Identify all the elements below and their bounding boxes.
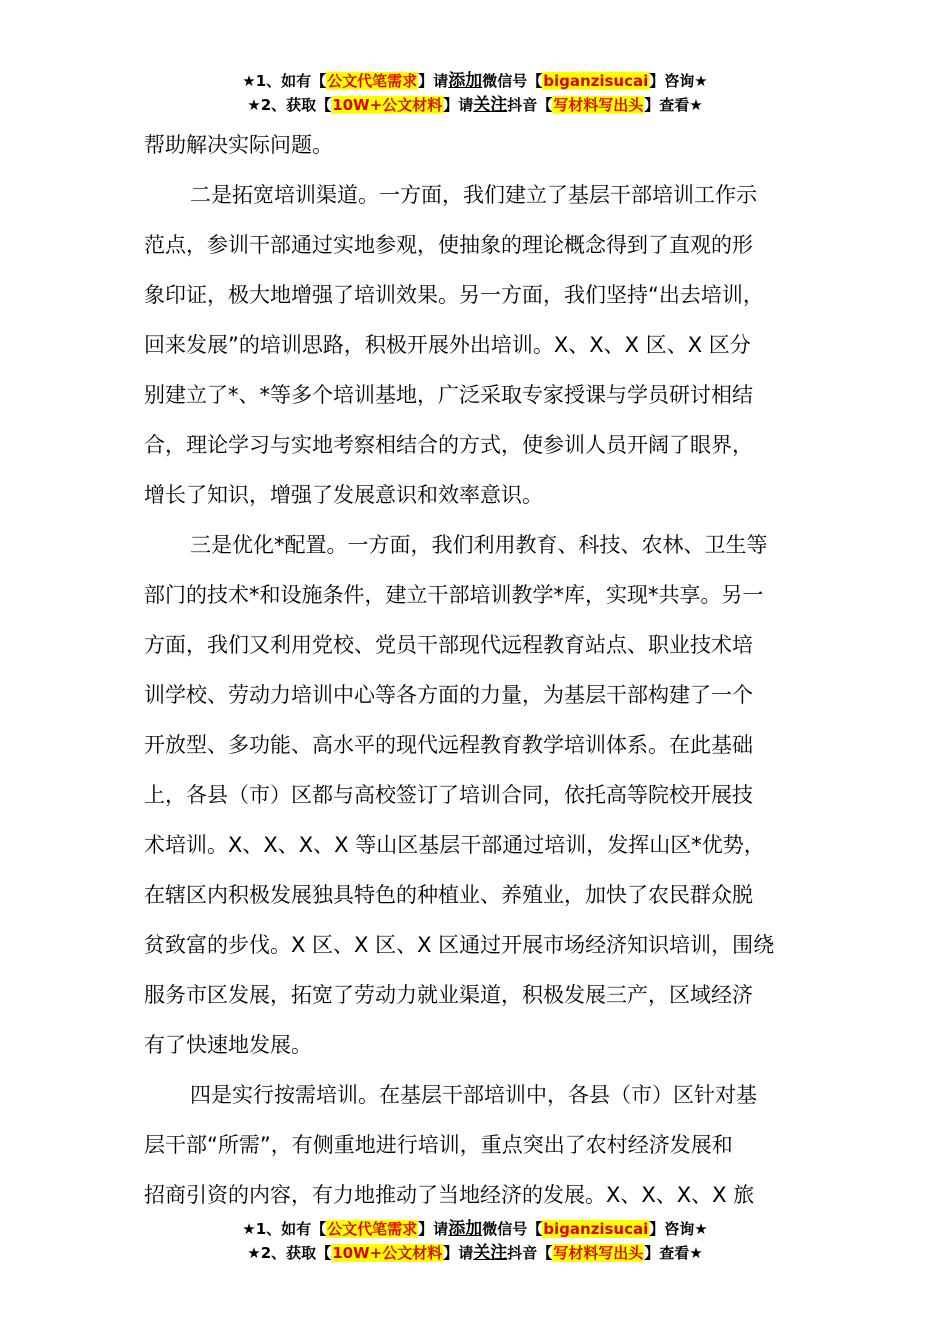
banner-text: 】咨询★: [649, 1220, 708, 1238]
text-line: 三是优化*配置。一方面，我们利用教育、科技、农林、卫生等: [190, 533, 768, 557]
text-line: 二是拓宽培训渠道。一方面，我们建立了基层干部培训工作示: [190, 183, 757, 207]
text-line: 层干部“所需”，有侧重地进行培训，重点突出了农村经济发展和: [144, 1133, 733, 1157]
text-line: 增长了知识，增强了发展意识和效率意识。: [144, 483, 543, 507]
text-line: 贫致富的步伐。X 区、X 区、X 区通过开展市场经济知识培训，围绕: [144, 933, 775, 957]
banner-text: 】请: [418, 1220, 449, 1238]
text-line: 服务市区发展，拓宽了劳动力就业渠道，积极发展三产，区域经济: [144, 983, 753, 1007]
document-body: [144, 120, 812, 1220]
text-line: 象印证，极大地增强了培训效果。另一方面，我们坚持“出去培训，: [144, 283, 764, 307]
banner-highlight: biganzisucai: [543, 1220, 649, 1238]
banner-emphasis: 关注: [473, 1243, 508, 1263]
banner-text: ★2、获取【: [247, 96, 332, 114]
banner-text: 微信号【: [482, 1220, 543, 1238]
banner-text: ★1、如有【: [242, 1220, 327, 1238]
banner-text: 】咨询★: [649, 72, 708, 90]
banner-text: 】查看★: [644, 1244, 703, 1262]
banner-highlight: 公文代笔需求: [327, 1220, 418, 1238]
banner-text: 抖音【: [507, 1244, 553, 1262]
text-line: 四是实行按需培训。在基层干部培训中，各县（市）区针对基: [190, 1083, 757, 1107]
banner-highlight: 10W+公文材料: [332, 1244, 443, 1262]
banner-highlight: 公文代笔需求: [327, 72, 418, 90]
banner-highlight: biganzisucai: [543, 72, 649, 90]
banner-text: 抖音【: [507, 96, 553, 114]
footer-banner: [0, 1217, 950, 1265]
banner-emphasis: 添加: [448, 1219, 483, 1239]
header-banner: [0, 69, 950, 117]
banner-line-2: [0, 93, 950, 117]
banner-highlight: 10W+公文材料: [332, 96, 443, 114]
text-line: 方面，我们又利用党校、党员干部现代远程教育站点、职业技术培: [144, 633, 753, 657]
banner-highlight: 写材料写出头: [553, 96, 644, 114]
banner-line-1: [0, 69, 950, 93]
text-line: 范点，参训干部通过实地参观，使抽象的理论概念得到了直观的形: [144, 233, 753, 257]
text-line: 术培训。X、X、X、X 等山区基层干部通过培训，发挥山区*优势，: [144, 833, 765, 857]
text-line: 招商引资的内容，有力地推动了当地经济的发展。X、X、X、X 旅: [144, 1183, 755, 1207]
text-line: 帮助解决实际问题。: [144, 133, 333, 157]
banner-text: ★2、获取【: [247, 1244, 332, 1262]
banner-text: ★1、如有【: [242, 72, 327, 90]
text-line: 训学校、劳动力培训中心等各方面的力量，为基层干部构建了一个: [144, 683, 753, 707]
text-line: 合，理论学习与实地考察相结合的方式，使参训人员开阔了眼界，: [144, 433, 753, 457]
banner-text: 】查看★: [644, 96, 703, 114]
banner-emphasis: 关注: [473, 95, 508, 115]
banner-text: 】请: [443, 1244, 474, 1262]
text-line: 别建立了*、*等多个培训基地，广泛采取专家授课与学员研讨相结: [144, 383, 753, 407]
text-line: 在辖区内积极发展独具特色的种植业、养殖业，加快了农民群众脱: [144, 883, 753, 907]
text-line: 部门的技术*和设施条件，建立干部培训教学*库，实现*共享。另一: [144, 583, 764, 607]
banner-text: 】请: [418, 72, 449, 90]
text-line: 开放型、多功能、高水平的现代远程教育教学培训体系。在此基础: [144, 733, 753, 757]
banner-emphasis: 添加: [448, 71, 483, 91]
banner-line-1: [0, 1217, 950, 1241]
banner-highlight: 写材料写出头: [553, 1244, 644, 1262]
banner-text: 】请: [443, 96, 474, 114]
banner-line-2: [0, 1241, 950, 1265]
text-line: 回来发展”的培训思路，积极开展外出培训。X、X、X 区、X 区分: [144, 333, 751, 357]
text-line: 有了快速地发展。: [144, 1033, 312, 1057]
text-line: 上，各县（市）区都与高校签订了培训合同，依托高等院校开展技: [144, 783, 753, 807]
banner-text: 微信号【: [482, 72, 543, 90]
